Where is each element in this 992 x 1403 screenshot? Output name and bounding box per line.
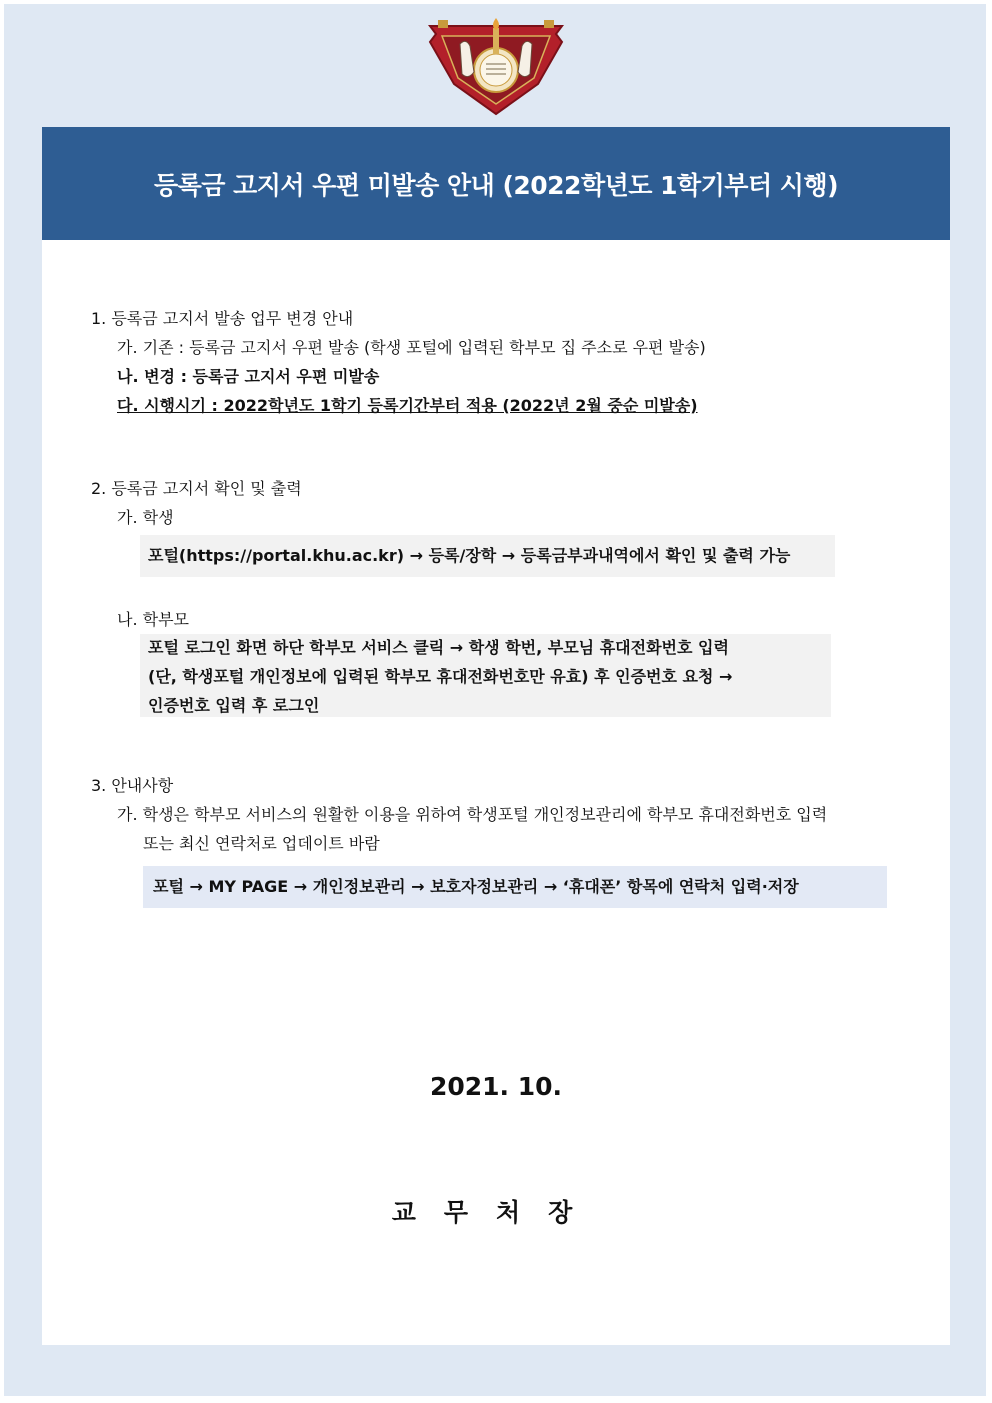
parent-login-line-3: 인증번호 입력 후 로그인: [148, 696, 320, 715]
section-3-heading: 3. 안내사항: [91, 776, 174, 795]
section-1-heading: 1. 등록금 고지서 발송 업무 변경 안내: [91, 309, 354, 328]
student-portal-path: 포털(https://portal.khu.ac.kr) → 등록/장학 → 등록금부과내역에서 확인 및 출력 가능: [148, 546, 791, 565]
university-emblem-icon: [420, 14, 572, 116]
section-1-item-b: 나. 변경 : 등록금 고지서 우편 미발송: [117, 367, 380, 386]
section-2-heading: 2. 등록금 고지서 확인 및 출력: [91, 479, 302, 498]
title-banner: [42, 127, 950, 240]
issue-date: 2021. 10.: [429, 1072, 563, 1101]
section-1-item-c: 다. 시행시기 : 2022학년도 1학기 등록기간부터 적용 (2022년 2월 중순 미발송): [117, 396, 698, 415]
parent-login-line-2: (단, 학생포털 개인정보에 입력된 학부모 휴대전화번호만 유효) 후 인증번호 요청 →: [148, 667, 733, 686]
section-3-item-a-line-1: 가. 학생은 학부모 서비스의 원활한 이용을 위하여 학생포털 개인정보관리에 학부모 휴대전화번호 입력: [117, 805, 828, 824]
parent-login-box: [140, 634, 831, 717]
section-2-item-b-label: 나. 학부모: [117, 610, 189, 629]
page-title: 등록금 고지서 우편 미발송 안내 (2022학년도 1학기부터 시행): [153, 170, 839, 200]
mypage-path: 포털 → MY PAGE → 개인정보관리 → 보호자정보관리 → ‘휴대폰’ 항목에 연락처 입력·저장: [153, 877, 799, 896]
issuing-office: 교무처장: [391, 1198, 601, 1227]
section-1-item-a: 가. 기존 : 등록금 고지서 우편 발송 (학생 포털에 입력된 학부모 집 주소로 우편 발송): [117, 338, 706, 357]
mypage-path-box: [143, 866, 887, 908]
student-portal-path-box: [140, 535, 835, 577]
section-2-item-a-label: 가. 학생: [117, 508, 174, 527]
section-3-item-a-line-2: 또는 최신 연락처로 업데이트 바람: [143, 834, 380, 853]
parent-login-line-1: 포털 로그인 화면 하단 학부모 서비스 클릭 → 학생 학번, 부모님 휴대전화번호 입력: [148, 638, 729, 657]
